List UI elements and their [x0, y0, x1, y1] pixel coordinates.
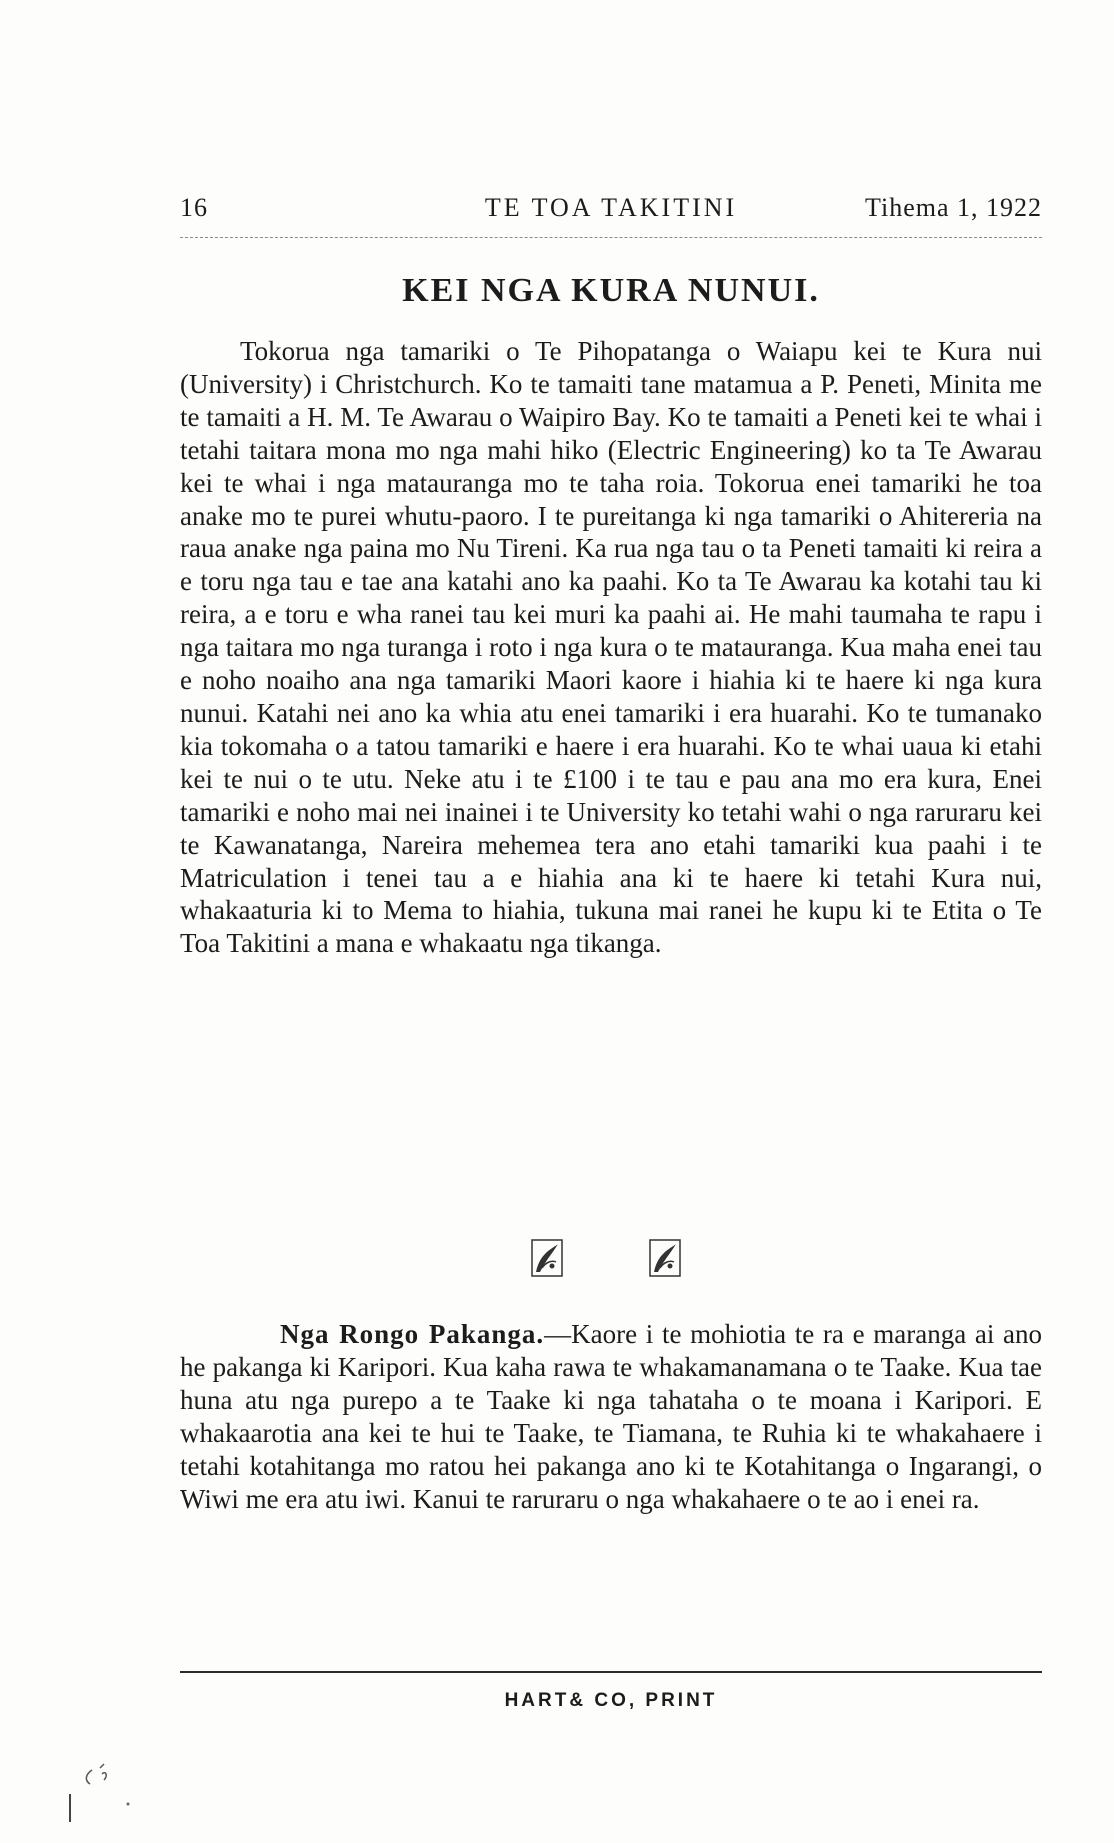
- printer-imprint: HART& CO, PRINT: [504, 1690, 718, 1711]
- stray-ink-mark: [60, 1760, 140, 1830]
- section-ornaments: [530, 1238, 720, 1288]
- news-title: Nga Rongo Pakanga.: [280, 1319, 545, 1349]
- publication-title: TE TOA TAKITINI: [484, 193, 738, 222]
- news-paragraph: [180, 1318, 1042, 1515]
- fleuron-icon: [648, 1238, 682, 1278]
- running-head: [180, 193, 1042, 227]
- footer-rule: [180, 1671, 1042, 1673]
- article-headline: KEI NGA KURA NUNUI.: [402, 272, 820, 309]
- header-rule: [180, 237, 1042, 238]
- news-body: —Kaore i te mohiotia te ra e maranga ai ano he pakanga ki Karipori. Kua kaha rawa te whakamanamana o te Taake. Kua tae huna atu nga purepo a te Taake ki nga tahataha o te moana i Karipori. E whakaarotia ana kei te hui te Taake, te Tiamana, te Ruhia ki te whakahaere i tetahi kotahitanga mo ratou hei pakanga ano ki te Kotahitanga o Ingarangi, o Wiwi me era atu iwi. Kanui te raruraru o nga whakahaere o te ao i enei ra.: [180, 1319, 1042, 1514]
- issue-date: Tihema 1, 1922: [865, 193, 1042, 222]
- page-number: 16: [180, 193, 208, 222]
- fleuron-icon: [530, 1238, 564, 1278]
- article-body: Tokorua nga tamariki o Te Pihopatanga o Waiapu kei te Kura nui (University) i Christchurch. Ko te tamaiti tane matamua a P. Peneti, Minita me te tamaiti a H. M. Te Awarau o Waipiro Bay. Ko te tamaiti a Peneti kei te whai i tetahi taitara mona mo nga mahi hiko (Electric Engineering) ko ta Te Awarau kei te whai i nga matauranga mo te taha roia. Tokorua enei tamariki he toa anake mo te purei whutu-paoro. I te pureitanga ki nga tamariki o Ahitereria na raua anake nga paina mo Nu Tireni. Ka rua nga tau o ta Peneti tamaiti ki reira a e toru nga tau e tae ana katahi ano ka paahi. Ko ta Te Awarau ka kotahi tau ki reira, a e toru e wha ranei tau kei muri ka paahi ai. He mahi taumaha te rapu i nga taitara mo nga turanga i roto i nga kura o te matauranga. Kua maha enei tau e noho noaiho ana nga tamariki Maori kaore i hiahia ki te haere ki nga kura nunui. Katahi nei ano ka whia atu enei tamariki i era huarahi. Ko te tumanako kia tokomaha o a tatou tamariki e haere i era huarahi. Ko te whai uaua ki etahi kei te nui o te utu. Neke atu i te £100 i te tau e pau ana mo era kura, Enei tamariki e noho mai nei inainei i te University ko tetahi wahi o nga raruraru kei te Kawanatanga, Nareira mehemea tera ano etahi tamariki kua paahi i te Matriculation i tenei tau a e hiahia ana ki te haere ki tetahi Kura nui, whakaaturia ki to Mema to hiahia, tukuna mai ranei he kupu ki te Etita o Te Toa Takitini a mana e whakaatu nga tikanga.: [180, 336, 1042, 959]
